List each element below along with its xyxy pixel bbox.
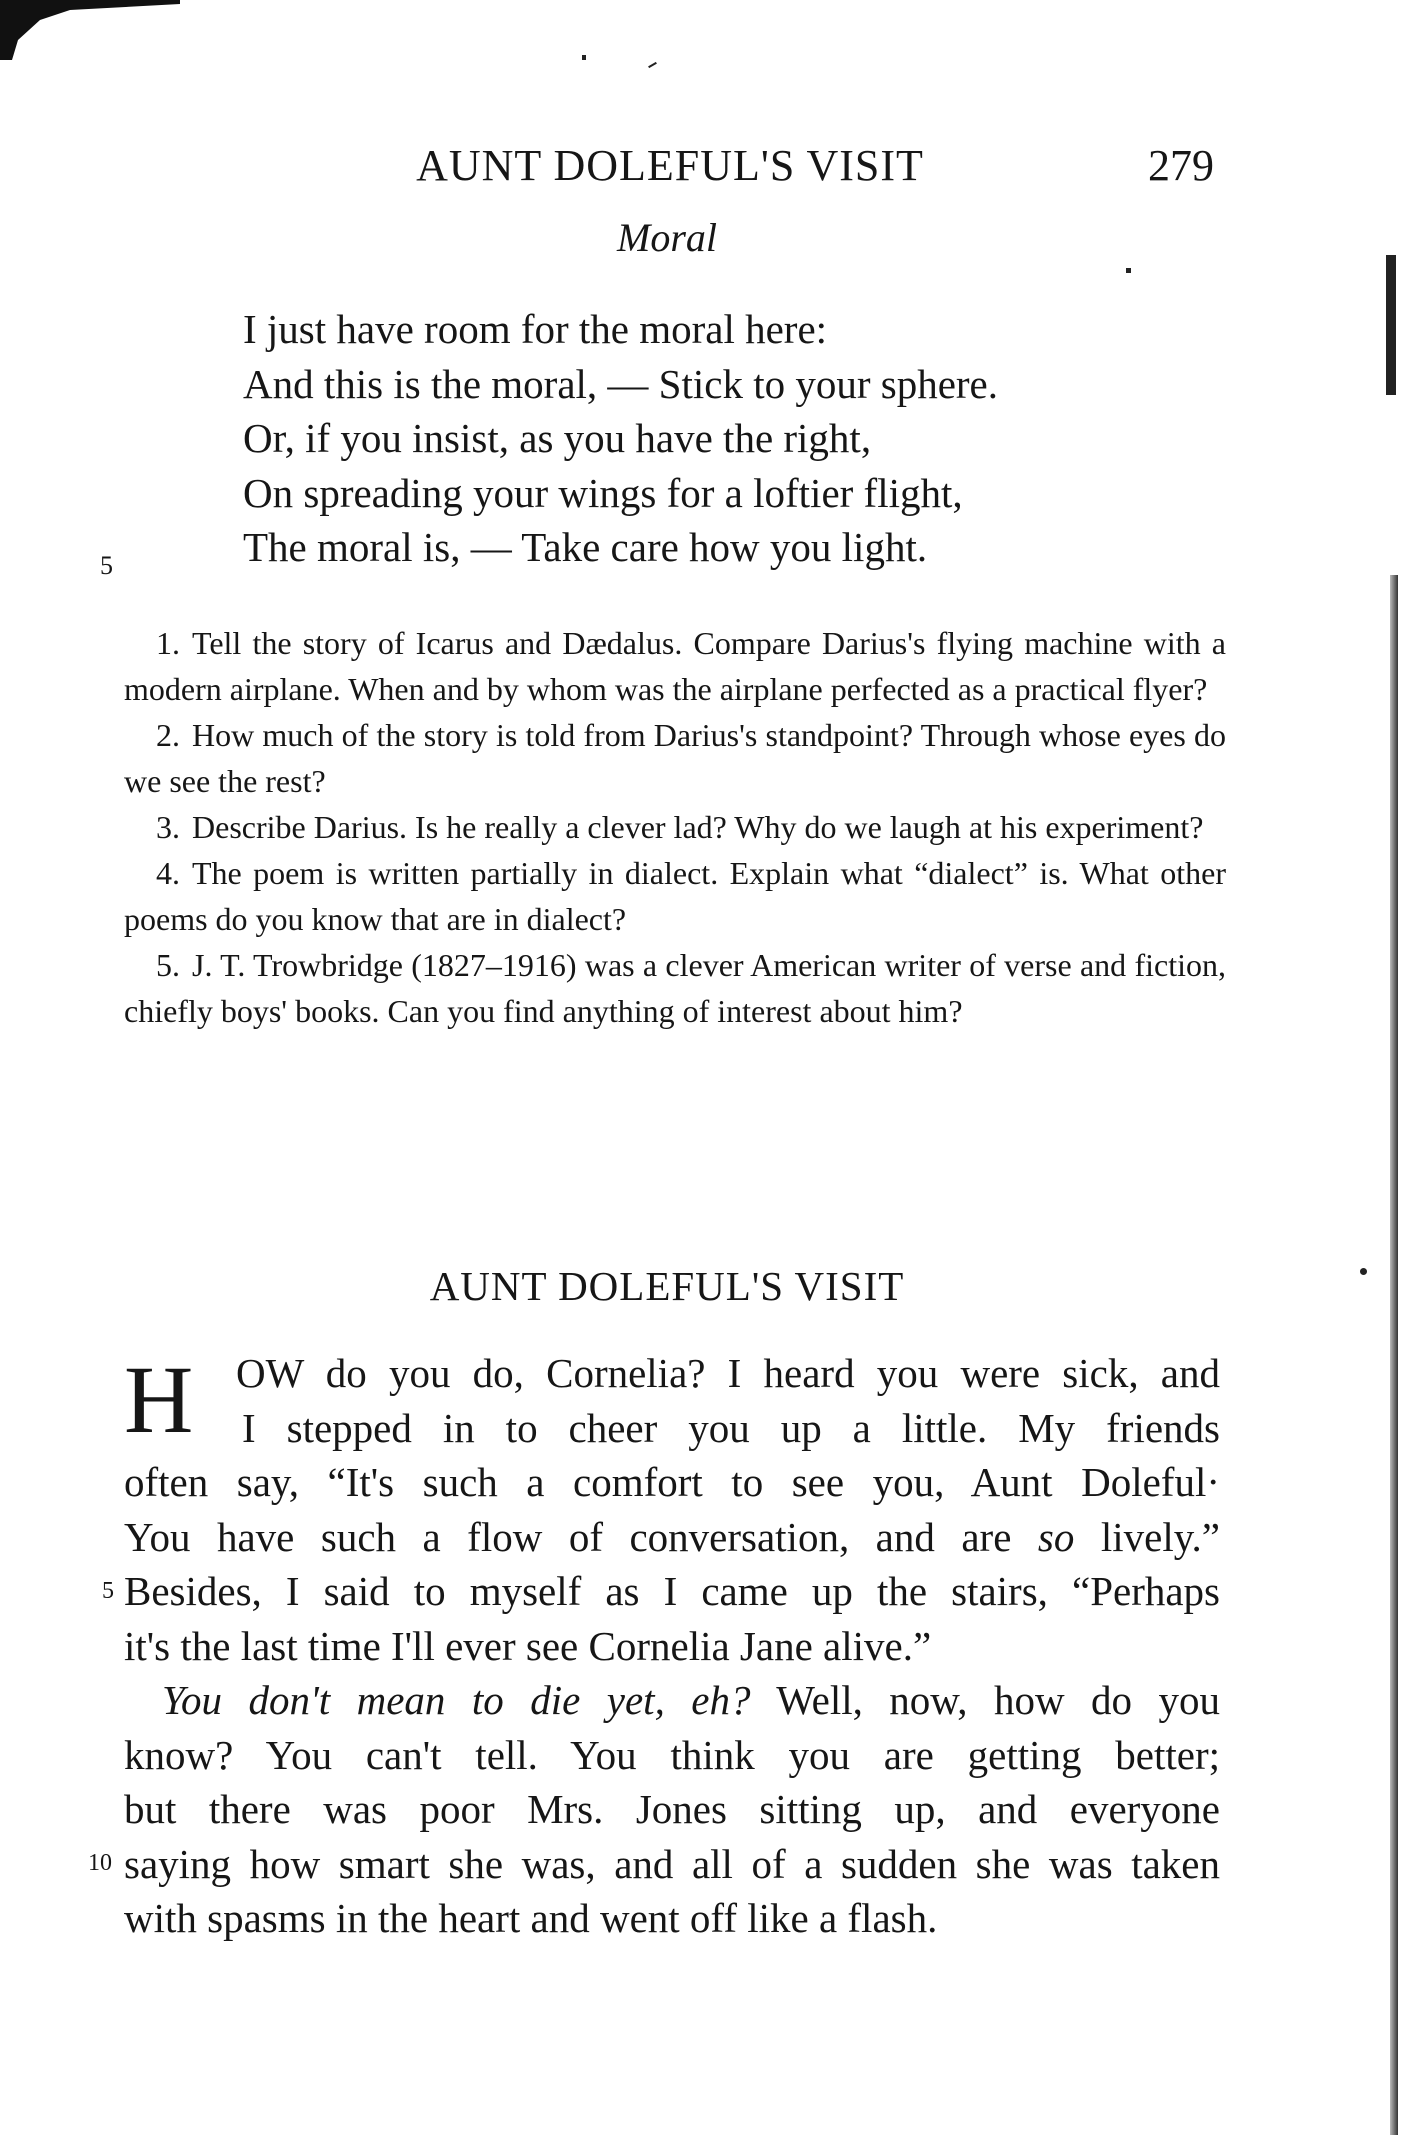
moral-poem [243, 302, 998, 575]
scan-speck [1126, 268, 1131, 273]
poem-line: On spreading your wings for a loftier flight, [243, 469, 963, 516]
page-number: 279 [1148, 141, 1214, 190]
question-item [124, 712, 1226, 804]
story-text: You have such a flow of conversation, and are so lively.” [124, 1513, 1220, 1560]
question-item [124, 620, 1226, 712]
question-text: Describe Darius. Is he really a clever lad? Why do we laugh at his experiment? [192, 809, 1204, 845]
page-edge-shadow [1390, 575, 1398, 2135]
story-line: OW do you do, Cornelia? I heard you were sick, and [236, 1350, 1220, 1396]
story-line: Besides, I said to myself as I came up the stairs, “Perhaps [124, 1568, 1220, 1614]
story-title: AUNT DOLEFUL'S VISIT [429, 1263, 905, 1309]
scan-speck [1360, 1268, 1367, 1275]
story-line: it's the last time I'll ever see Cornelia Jane alive.” [124, 1622, 932, 1669]
poem-line: And this is the moral, — Stick to your sphere. [243, 360, 998, 407]
running-head: AUNT DOLEFUL'S VISIT [416, 141, 924, 190]
page-edge-mark [1386, 255, 1396, 395]
question-number: 3. [156, 809, 180, 845]
story-line: but there was poor Mrs. Jones sitting up, and everyone [124, 1786, 1220, 1832]
story-line: saying how smart she was, and all of a sudden she was taken [124, 1840, 1220, 1887]
story-text: Well, now, how do you [776, 1677, 1220, 1723]
story-line-number: 10 [88, 1850, 112, 1876]
scan-speck [648, 62, 657, 68]
moral-title: Moral [617, 215, 717, 260]
drop-cap: H [124, 1346, 194, 1453]
poem-line-number: 5 [100, 551, 113, 580]
poem-line: Or, if you insist, as you have the right, [243, 415, 872, 461]
story-line: often say, “It's such a comfort to see you, Aunt Doleful· [124, 1459, 1220, 1505]
question-number: 2. [156, 717, 180, 753]
italic-phrase: You don't mean to die yet, eh? [162, 1677, 751, 1723]
story-body [88, 1346, 1220, 1946]
question-number: 4. [156, 855, 180, 891]
italic-word: so [1037, 1513, 1075, 1560]
poem-line: I just have room for the moral here: [243, 306, 828, 352]
story-line-number: 5 [102, 1578, 114, 1604]
question-text: How much of the story is told from Darius's standpoint? Through whose eyes do we see the rest? [124, 717, 1226, 799]
question-item [124, 804, 1226, 850]
question-text: J. T. Trowbridge (1827–1916) was a clever American writer of verse and fiction, chiefly boys' books. Can you find anything of interest about him? [124, 947, 1226, 1029]
question-number: 5. [156, 947, 180, 983]
scan-speck [582, 55, 586, 60]
story-line [124, 1673, 1220, 1728]
story-line: with spasms in the heart and went off like a flash. [124, 1895, 938, 1941]
study-questions [124, 620, 1226, 1034]
story-line: know? You can't tell. You think you are getting better; [124, 1731, 1220, 1778]
question-text: The poem is written partially in dialect. Explain what “dialect” is. What other poems do you know that are in dialect? [124, 855, 1226, 937]
question-item [124, 850, 1226, 942]
scan-corner-mark [0, 0, 180, 60]
question-text: Tell the story of Icarus and Dædalus. Compare Darius's flying machine with a modern airplane. When and by whom was the airplane perfected as a practical flyer? [124, 625, 1226, 707]
question-number: 1. [156, 625, 180, 661]
story-line [124, 1510, 1220, 1565]
question-item [124, 942, 1226, 1034]
story-line: I stepped in to cheer you up a little. My friends [242, 1404, 1220, 1451]
poem-line: The moral is, — Take care how you light. [243, 524, 928, 570]
